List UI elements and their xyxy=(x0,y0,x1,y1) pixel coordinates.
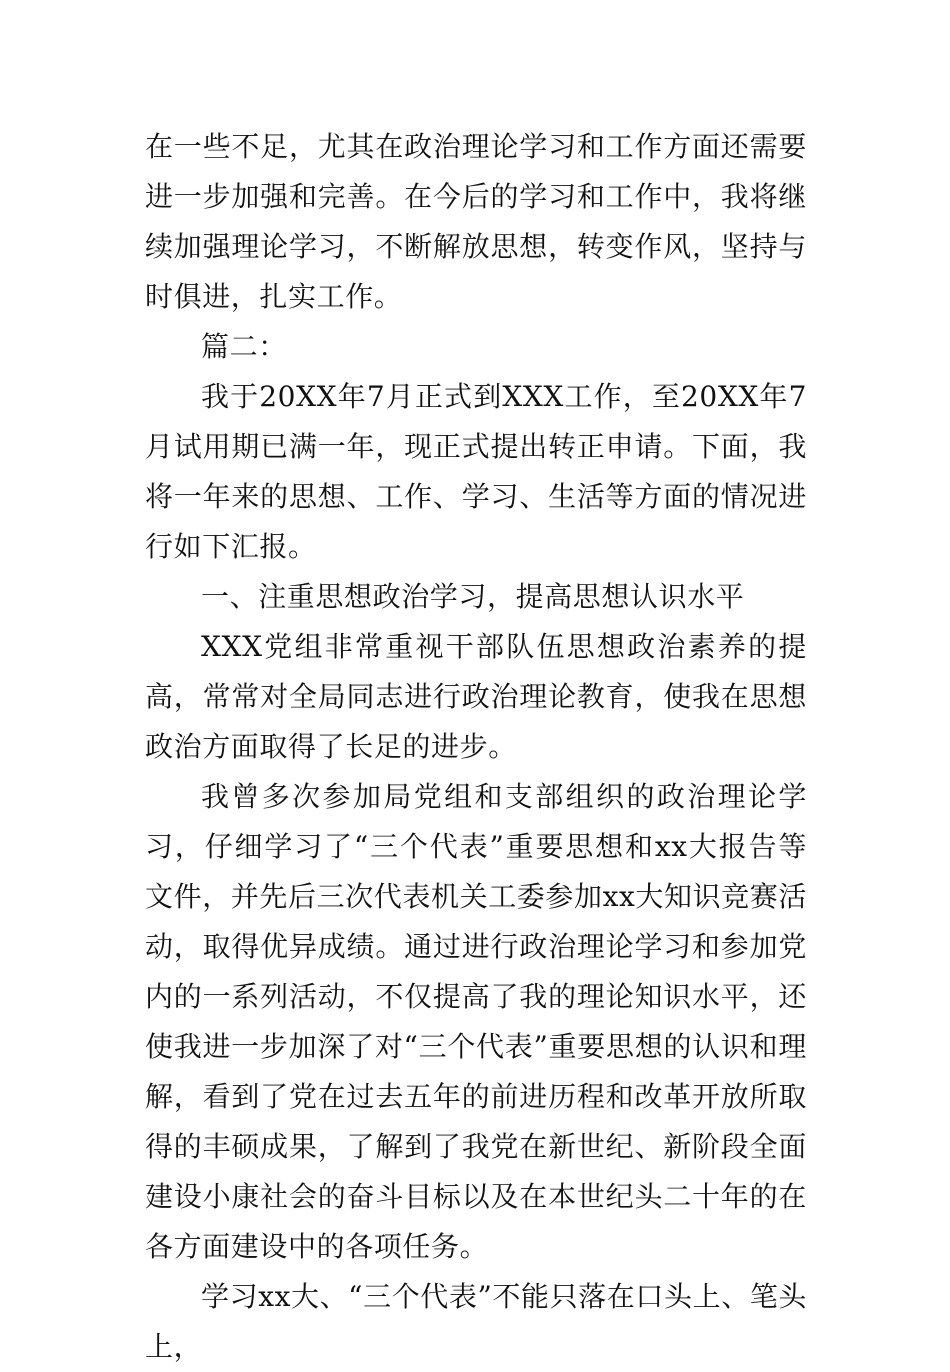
paragraph-6: 我曾多次参加局党组和支部组织的政治理论学习，仔细学习了“三个代表”重要思想和xx大报告等文件，并先后三次代表机关工委参加xx大知识竞赛活动，取得优异成绩。通过进行政治理论学习和参加党内的一系列活动，不仅提高了我的理论知识水平，还使我进一步加深了对“三个代表”重要思想的认识和理解，看到了党在过去五年的前进历程和改革开放所取得的丰硕成果，了解到了我党在新世纪、新阶段全面建设小康社会的奋斗目标以及在本世纪头二十年的在各方面建设中的各项任务。 xyxy=(145,780,807,1263)
paragraph-4-subheading: 一、注重思想政治学习，提高思想认识水平 xyxy=(201,580,745,613)
paragraph-7: 学习xx大、“三个代表”不能只落在口头上、笔头上， xyxy=(145,1280,808,1363)
paragraph-3: 我于20XX年7月正式到XXX工作，至20XX年7月试用期已满一年，现正式提出转正申请。下面，我将一年来的思想、工作、学习、生活等方面的情况进行如下汇报。 xyxy=(145,380,807,563)
paragraph-1: 在一些不足，尤其在政治理论学习和工作方面还需要进一步加强和完善。在今后的学习和工作中，我将继续加强理论学习，不断解放思想，转变作风，坚持与时俱进，扎实工作。 xyxy=(145,130,807,313)
paragraph-2-section-heading: 篇二： xyxy=(201,330,287,363)
paragraph-5: XXX党组非常重视干部队伍思想政治素养的提高，常常对全局同志进行政治理论教育，使我在思想政治方面取得了长足的进步。 xyxy=(145,630,807,763)
document-body xyxy=(145,122,807,1372)
